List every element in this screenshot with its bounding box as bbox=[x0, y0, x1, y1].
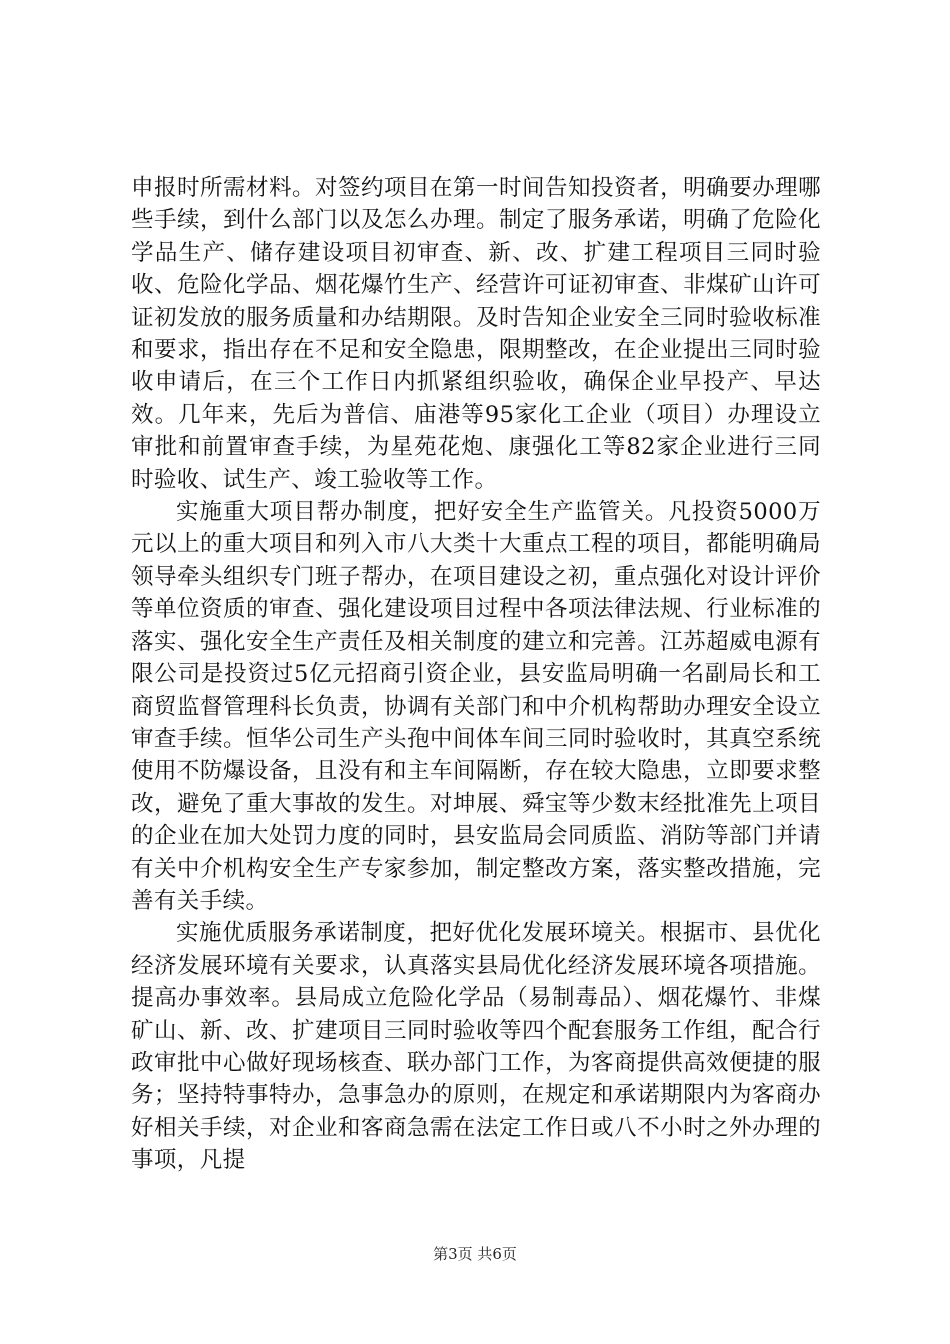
page-number-footer: 第3页 共6页 bbox=[433, 1245, 517, 1263]
paragraph-quality-service-commitment: 实施优质服务承诺制度，把好优化发展环境关。根据市、县优化经济发展环境有关要求，认真落实县局优化经济发展环境各项措施。提高办事效率。县局成立危险化学品（易制毒品）、烟花爆竹、非煤矿山、新、改、扩建项目三同时验收等四个配套服务工作组，配合行政审批中心做好现场核查、联办部门工作，为客商提供高效便捷的服务；坚持特事特办，急事急办的原则，在规定和承诺期限内为客商办好相关手续，对企业和客商急需在法定工作日或八不小时之外办理的事项，凡提 bbox=[131, 920, 821, 1174]
paragraph-major-project-assistance: 实施重大项目帮办制度，把好安全生产监管关。凡投资5000万元以上的重大项目和列入市八大类十大重点工程的项目，都能明确局领导牵头组织专门班子帮办，在项目建设之初，重点强化对设计评价等单位资质的审查、强化建设项目过程中各项法律法规、行业标准的落实、强化安全生产责任及相关制度的建立和完善。江苏超威电源有限公司是投资过5亿元招商引资企业，县安监局明确一名副局长和工商贸监督管理科长负责，协调有关部门和中介机构帮助办理安全设立审查手续。恒华公司生产头孢中间体车间三同时验收时，其真空系统使用不防爆设备，且没有和主车间隔断，存在较大隐患，立即要求整改，避免了重大事故的发生。对坤展、舜宝等少数末经批准先上项目的企业在加大处罚力度的同时，县安监局会同质监、消防等部门并请有关中介机构安全生产专家参加，制定整改方案，落实整改措施，完善有关手续。 bbox=[131, 499, 821, 914]
paragraph-continuation: 申报时所需材料。对签约项目在第一时间告知投资者，明确要办理哪些手续，到什么部门以及怎么办理。制定了服务承诺，明确了危险化学品生产、储存建设项目初审查、新、改、扩建工程项目三同时验收、危险化学品、烟花爆竹生产、经营许可证初审查、非煤矿山许可证初发放的服务质量和办结期限。及时告知企业安全三同时验收标准和要求，指出存在不足和安全隐患，限期整改，在企业提出三同时验收申请后，在三个工作日内抓紧组织验收，确保企业早投产、早达效。几年来，先后为普信、庙港等95家化工企业（项目）办理设立审批和前置审查手续，为星苑花炮、康强化工等82家企业进行三同时验收、试生产、竣工验收等工作。 bbox=[131, 175, 821, 493]
document-body bbox=[131, 172, 821, 1177]
